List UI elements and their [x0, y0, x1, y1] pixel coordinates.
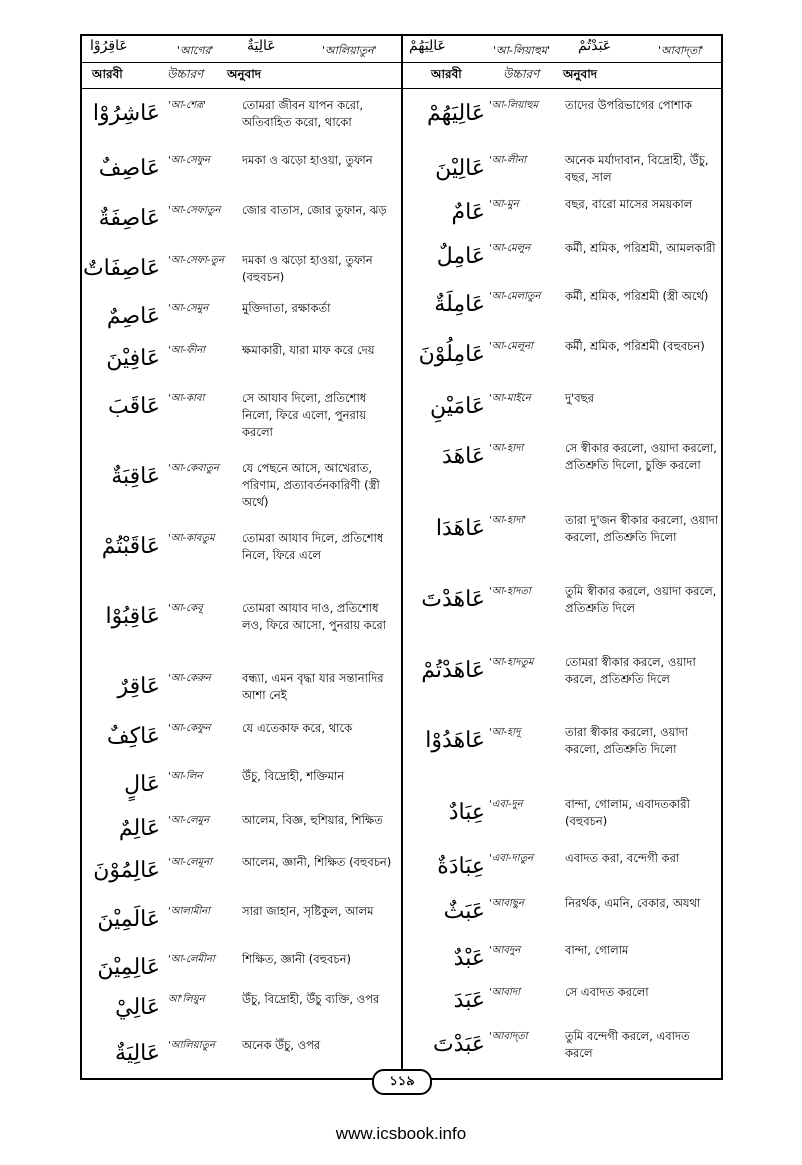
entry-pronunciation: 'আ-মুন	[489, 199, 519, 210]
col-header-arabic: আরবী	[92, 67, 123, 81]
entry-arabic-word: عَاصِمٌ	[106, 304, 160, 329]
entry-arabic-word: عَامٌ	[451, 200, 485, 225]
entry-arabic-word: عَاهَدَا	[435, 516, 485, 541]
entry-pronunciation: 'আ-হাদতুম	[489, 657, 534, 668]
entry-pronunciation: 'আ-কেফুন	[168, 723, 211, 734]
header-rule	[80, 62, 723, 63]
entry-arabic-word: عَامِلَةٌ	[434, 292, 485, 317]
entry-arabic-word: عَافِيْنَ	[106, 346, 160, 371]
entry-pronunciation: 'আ-কাবতুম	[168, 533, 215, 544]
entry-arabic-word: عَالِيَةٌ	[115, 1041, 160, 1066]
entry-meaning: শিক্ষিত, জ্ঞানী (বহুবচন)	[242, 952, 351, 966]
entry-meaning: কর্মী, শ্রমিক, পরিশ্রমী (স্ত্রী অর্থে)	[565, 289, 709, 303]
entry-arabic-word: عَالِمِيْنَ	[97, 955, 160, 980]
entry-arabic-word: عِبَادَةٌ	[437, 854, 485, 879]
entry-meaning: দমকা ও ঝড়ো হাওয়া, তুফান	[242, 153, 373, 167]
entry-meaning: কর্মী, শ্রমিক, পরিশ্রমী, আমলকারী	[565, 241, 716, 255]
entry-meaning: নিরর্থক, এমনি, বেকার, অযথা	[565, 896, 701, 910]
entry-pronunciation: 'আ-লেমূনা	[168, 857, 212, 868]
entry-meaning: বছর, বারো মাসের সময়কাল	[565, 197, 693, 211]
entry-meaning: সে এবাদত করলো	[565, 985, 649, 999]
entry-arabic-word: عَامِلٌ	[436, 244, 485, 269]
entry-pronunciation: 'আ-লেমুন	[168, 815, 210, 826]
entry-pronunciation: 'আ-হাদূ	[489, 727, 521, 738]
entry-arabic-word: عَاقِبُوْا	[105, 604, 160, 629]
running-header-left	[82, 36, 400, 62]
entry-meaning: তোমরা আযাব দাও, প্রতিশোধ লও, ফিরে আসো, পুনরায় করো	[242, 601, 387, 632]
entry-arabic-word: عَاصِفَةٌ	[98, 206, 160, 231]
entry-pronunciation: 'আ-লিন	[168, 771, 203, 782]
entry-meaning: যে এতেকাফ করে, থাকে	[242, 721, 353, 735]
entry-arabic-word: عَامِلُوْنَ	[418, 342, 485, 367]
entry-meaning: দু'বছর	[565, 391, 594, 405]
entry-pronunciation: 'আ-হাদতা	[489, 586, 531, 597]
entry-pronunciation: 'আ-মেলাতুন	[489, 291, 541, 302]
entry-meaning: উঁচু, বিদ্রোহী, উঁচু ব্যক্তি, ওপর	[242, 992, 380, 1006]
entry-meaning: সে স্বীকার করলো, ওয়াদা করলো, প্রতিশ্রুতি দিলো, চুক্তি করলো	[565, 441, 717, 472]
entry-meaning: কর্মী, শ্রমিক, পরিশ্রমী (বহুবচন)	[565, 339, 705, 353]
entry-meaning: ক্ষমাকারী, যারা মাফ করে দেয়	[242, 343, 375, 357]
entry-arabic-word: عَاقَبْتُمْ	[101, 534, 160, 559]
entry-pronunciation: আ'লিয়ুন	[168, 994, 205, 1005]
entry-pronunciation: 'আ-কাবা	[168, 393, 205, 404]
header-right-arabic-1: عَالِيَهُمْ	[409, 38, 446, 54]
entry-meaning: জোর বাতাস, জোর তুফান, ঝড়	[242, 203, 387, 217]
entry-arabic-word: عَامَيْنِ	[430, 394, 485, 419]
entry-arabic-word: عَاصِفٌ	[98, 156, 160, 181]
entry-meaning: তুমি বন্দেগী করলে, এবাদত করলে	[565, 1029, 690, 1060]
entry-arabic-word: عَاهَدُوْا	[425, 728, 485, 753]
entry-meaning: সে আযাব দিলো, প্রতিশোধ নিলো, ফিরে এলো, পুনরায় করলো	[242, 391, 367, 439]
entry-meaning: তোমরা জীবন যাপন করো, অতিবাহিত করো, থাকো	[242, 98, 364, 129]
entry-pronunciation: 'আ-শেরূ'	[168, 100, 207, 111]
entry-meaning: বান্দা, গোলাম, এবাদতকারী (বহুবচন)	[565, 797, 690, 828]
entry-meaning: অনেক মর্যাদাবান, বিদ্রোহী, উঁচু, বছর, সাল	[565, 153, 709, 184]
entry-arabic-word: عَاقَبَ	[108, 394, 160, 419]
entry-arabic-word: عَالِيَهُمْ	[427, 101, 485, 126]
entry-meaning: দমকা ও ঝড়ো হাওয়া, তুফান (বহুবচন)	[242, 253, 373, 284]
entry-meaning: তুমি স্বীকার করলে, ওয়াদা করলে, প্রতিশ্রুতি দিলে	[565, 584, 717, 615]
header-right-pron-1: 'আ-লিয়াহুম'	[493, 44, 550, 57]
entry-meaning: আলেম, বিজ্ঞ, হুশিয়ার, শিক্ষিত	[242, 813, 383, 827]
entry-arabic-word: عَالِمٌ	[118, 816, 160, 841]
entry-meaning: এবাদত করা, বন্দেগী করা	[565, 851, 680, 865]
entry-pronunciation: 'আ-মেলূনা	[489, 341, 533, 352]
entry-pronunciation: 'আ-কেবাতুন	[168, 463, 220, 474]
entry-arabic-word: عَبَثٌ	[443, 899, 485, 924]
entry-pronunciation: 'আবদুন	[489, 945, 521, 956]
entry-pronunciation: 'আ-কেবূ	[168, 603, 203, 614]
col-header-meaning: অনুবাদ	[227, 67, 262, 81]
entry-meaning: তোমরা স্বীকার করলে, ওয়াদা করলে, প্রতিশ্রুতি দিলে	[565, 655, 696, 686]
col-header-meaning: অনুবাদ	[563, 67, 598, 81]
entry-arabic-word: عَاهَدْتَ	[421, 587, 485, 612]
entry-pronunciation: 'আ-সেফা-তুন	[168, 255, 224, 266]
page-number: ১১৯	[372, 1069, 432, 1095]
entry-meaning: যে পেছনে আসে, আখেরাত, পরিণাম, প্রত্যাবর্তনকারিণী (স্ত্রী অর্থে)	[242, 461, 380, 509]
entry-pronunciation: 'আবাদ্তা	[489, 1031, 528, 1042]
entry-arabic-word: عَبَدْتَ	[432, 1032, 485, 1057]
entry-arabic-word: عَاهَدَ	[442, 444, 485, 469]
entry-meaning: তারা দু'জন স্বীকার করলো, ওয়াদা করলো, প্রতিশ্রুতি দিলো	[565, 513, 719, 544]
entry-pronunciation: 'আ-হাদা	[489, 443, 524, 454]
entry-meaning: মুক্তিদাতা, রক্ষাকর্তা	[242, 301, 331, 315]
entry-meaning: তোমরা আযাব দিলে, প্রতিশোধ নিলে, ফিরে এলে	[242, 531, 384, 562]
entry-arabic-word: عَالِمُوْنَ	[93, 858, 160, 883]
entry-pronunciation: 'আলিয়াতুন	[168, 1040, 215, 1051]
entry-pronunciation: 'আ-কেরুন	[168, 673, 211, 684]
entry-pronunciation: 'এবা-দাতুন	[489, 853, 534, 864]
entry-arabic-word: عَالَمِيْنَ	[97, 907, 160, 932]
entry-pronunciation: 'আ-লিয়াহুম	[489, 100, 539, 111]
entry-pronunciation: 'আ-সেফাতুন	[168, 205, 221, 216]
running-header-right	[403, 36, 721, 62]
col-header-arabic: আরবী	[431, 67, 462, 81]
entry-arabic-word: عَاقِبَةٌ	[111, 464, 160, 489]
entry-meaning: অনেক উঁচু, ওপর	[242, 1038, 321, 1052]
entry-pronunciation: 'আবাছুন	[489, 898, 524, 909]
col-header-pronunciation: উচ্চারণ	[503, 67, 540, 81]
entry-arabic-word: عِبَادٌ	[448, 800, 485, 825]
entry-pronunciation: 'আ-লেমীনা	[168, 954, 215, 965]
entry-pronunciation: 'আ-মেলুন	[489, 243, 531, 254]
entry-pronunciation: 'আলামীনা	[168, 906, 211, 917]
column-divider	[401, 34, 403, 1080]
column-header-rule	[80, 88, 723, 89]
entry-arabic-word: عَبَدَ	[453, 988, 485, 1013]
header-left-pron-1: 'আগের'	[177, 44, 214, 57]
entry-meaning: সারা জাহান, সৃষ্টিকুল, আলম	[242, 904, 374, 918]
entry-pronunciation: 'আ-হাদা'	[489, 515, 527, 526]
header-right-pron-2: 'আবাদ্তা'	[658, 44, 704, 57]
entry-arabic-word: عَالِيْ	[115, 995, 160, 1020]
entry-arabic-word: عَاكِفٌ	[106, 724, 160, 749]
entry-pronunciation: 'আ-লীনা	[489, 155, 527, 166]
entry-arabic-word: عَاهَدْتُمْ	[421, 658, 485, 683]
entry-pronunciation: 'এবা-দুন	[489, 799, 523, 810]
entry-arabic-word: عَالِيْنَ	[435, 156, 485, 181]
header-right-arabic-2: عَبَدْتُمْ	[578, 38, 612, 54]
entry-meaning: তারা স্বীকার করলো, ওয়াদা করলো, প্রতিশ্রুতি দিলো	[565, 725, 689, 756]
entry-pronunciation: 'আবাদা	[489, 987, 521, 998]
entry-pronunciation: 'আ-মাইনে	[489, 393, 531, 404]
entry-pronunciation: 'আ-ফীনা	[168, 345, 206, 356]
entry-arabic-word: عَاشِرُوْا	[92, 101, 160, 126]
entry-meaning: বান্দা, গোলাম	[565, 943, 629, 957]
entry-pronunciation: 'আ-সেফুন	[168, 155, 210, 166]
entry-pronunciation: 'আ-সেমুন	[168, 303, 209, 314]
entry-meaning: তাদের উপরিভাগের পোশাক	[565, 98, 693, 112]
header-left-arabic-2: عَالِيَةٌ	[247, 38, 276, 54]
entry-meaning: আলেম, জ্ঞানী, শিক্ষিত (বহুবচন)	[242, 855, 392, 869]
entry-arabic-word: عَبْدٌ	[453, 946, 485, 971]
entry-arabic-word: عَاصِفَاتٌ	[82, 256, 160, 281]
entry-meaning: উঁচু, বিদ্রোহী, শক্তিমান	[242, 769, 345, 783]
footer-url: www.icsbook.info	[335, 1124, 467, 1143]
entry-arabic-word: عَالٍ	[124, 772, 160, 797]
col-header-pronunciation: উচ্চারণ	[167, 67, 204, 81]
header-left-arabic-1: عَاقِرُوْا	[90, 38, 128, 54]
entry-arabic-word: عَاقِرٌ	[117, 674, 160, 699]
entry-meaning: বন্ধ্যা, এমন বৃদ্ধা যার সন্তানাদির আশা নেই	[242, 671, 384, 702]
header-left-pron-2: 'আলিয়াতুন'	[322, 44, 377, 57]
